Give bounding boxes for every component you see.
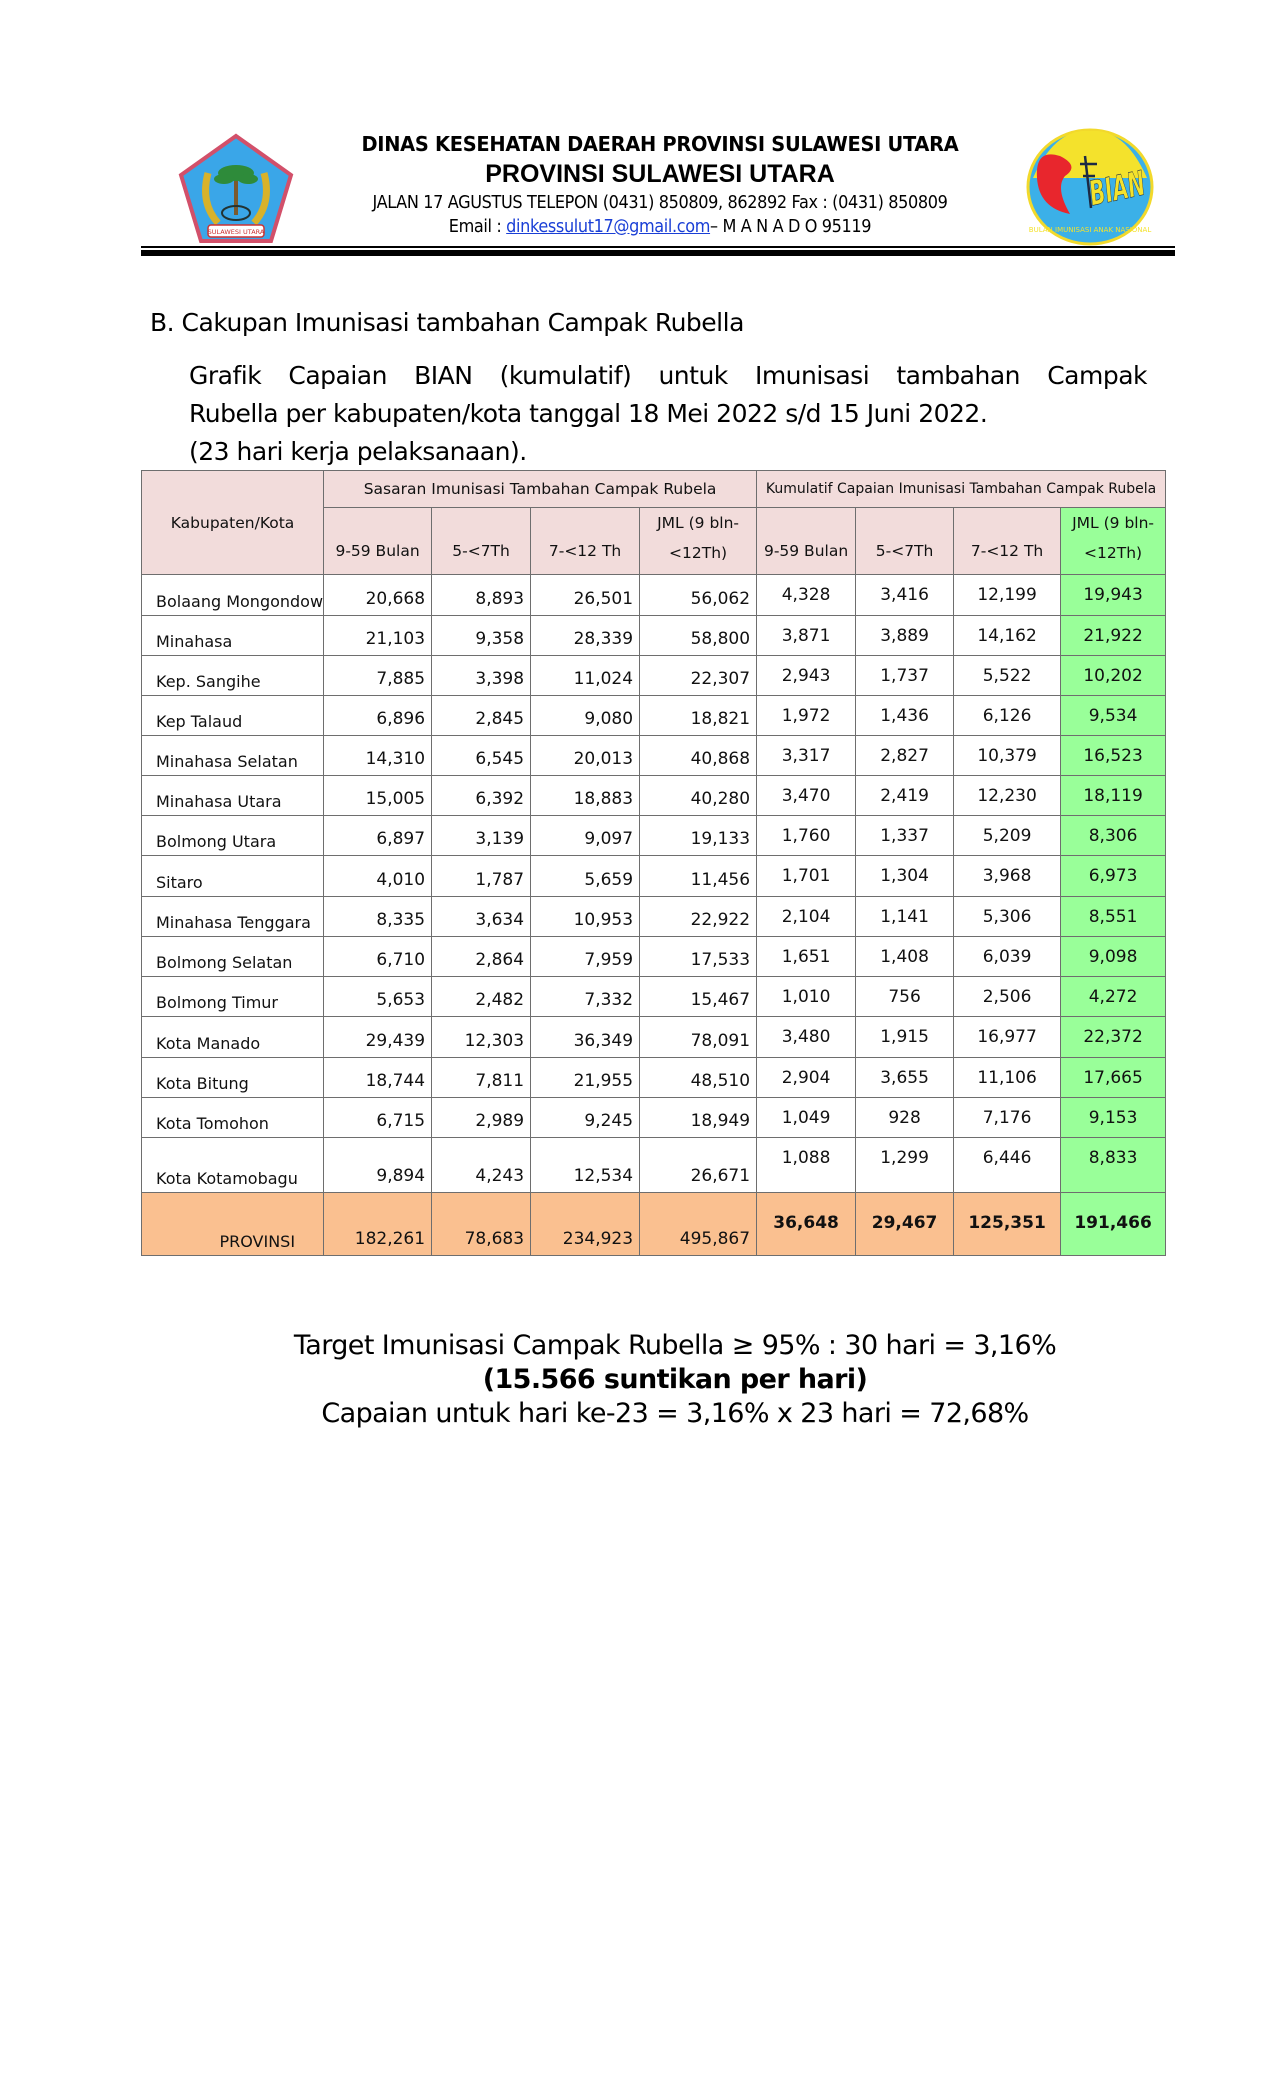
target-cell: 28,339: [531, 616, 640, 656]
achieved-total-cell: 19,943: [1061, 575, 1166, 616]
svg-text:SULAWESI UTARA: SULAWESI UTARA: [207, 228, 265, 236]
target-cell: 12,303: [432, 1017, 531, 1058]
table-row: [142, 1058, 1166, 1098]
target-cell: 56,062: [640, 575, 757, 616]
achieved-cell: 3,968: [954, 856, 1061, 897]
target-cell: 20,668: [324, 575, 432, 616]
table-row: [142, 575, 1166, 616]
immunization-table: [141, 470, 1166, 1256]
target-cell: 18,883: [531, 776, 640, 816]
achieved-cell: 1,915: [856, 1017, 954, 1058]
table-row: [142, 736, 1166, 776]
target-cell: 15,005: [324, 776, 432, 816]
target-cell: 19,133: [640, 816, 757, 856]
target-cell: 6,897: [324, 816, 432, 856]
achieved-cell: 928: [856, 1098, 954, 1138]
achieved-cell: 3,889: [856, 616, 954, 656]
achieved-total-cell: 8,306: [1061, 816, 1166, 856]
achieved-cell: 1,701: [757, 856, 856, 897]
letterhead-rule-thick: [141, 250, 1175, 256]
table-row: [142, 776, 1166, 816]
target-cell: 9,358: [432, 616, 531, 656]
achieved-total-cell: 18,119: [1061, 776, 1166, 816]
subheader-line-1: 5-<7Th: [452, 542, 510, 560]
subheader-line-1: 7-<12 Th: [548, 542, 622, 560]
achieved-cell: 11,106: [954, 1058, 1061, 1098]
table-row: [142, 656, 1166, 696]
table-row: [142, 856, 1166, 897]
target-cell: 10,953: [531, 897, 640, 937]
target-cell: 14,310: [324, 736, 432, 776]
subheader-achieved-3: [1061, 508, 1166, 575]
subheader-line-1: 9-59 Bulan: [335, 542, 420, 560]
achieved-total-cell: 21,922: [1061, 616, 1166, 656]
paragraph-line-3: (23 hari kerja pelaksanaan).: [189, 437, 527, 466]
target-cell: 3,398: [432, 656, 531, 696]
achieved-total-cell: 17,665: [1061, 1058, 1166, 1098]
target-cell: 40,868: [640, 736, 757, 776]
target-cell: 7,811: [432, 1058, 531, 1098]
achieved-total-cell: 8,551: [1061, 897, 1166, 937]
achieved-cell: 3,416: [856, 575, 954, 616]
target-cell: 4,243: [432, 1138, 531, 1193]
target-cell: 9,097: [531, 816, 640, 856]
target-cell: 9,245: [531, 1098, 640, 1138]
achieved-total-cell: 9,534: [1061, 696, 1166, 736]
subheader-line-2: <12Th): [669, 544, 728, 562]
subheader-line-1: JML (9 bln-: [1072, 514, 1155, 532]
table-row: [142, 816, 1166, 856]
achieved-cell: 1,010: [757, 977, 856, 1017]
table-row: [142, 897, 1166, 937]
table-row: [142, 1138, 1166, 1193]
target-cell: 20,013: [531, 736, 640, 776]
target-cell: 2,989: [432, 1098, 531, 1138]
target-cell: 1,787: [432, 856, 531, 897]
table-row: [142, 1017, 1166, 1058]
achieved-cell: 3,317: [757, 736, 856, 776]
achieved-cell: 3,871: [757, 616, 856, 656]
subheader-target-0: [324, 508, 432, 575]
table-row: [142, 696, 1166, 736]
achieved-total-cell: 16,523: [1061, 736, 1166, 776]
target-cell: 15,467: [640, 977, 757, 1017]
target-cell: 26,501: [531, 575, 640, 616]
email-link[interactable]: dinkessulut17@gmail.com: [506, 217, 711, 237]
target-cell: 6,545: [432, 736, 531, 776]
region-name: Minahasa: [142, 616, 324, 656]
region-name: Kep Talaud: [142, 696, 324, 736]
table-row: [142, 616, 1166, 656]
target-cell: 6,710: [324, 937, 432, 977]
achieved-cell: 1,141: [856, 897, 954, 937]
target-cell: 12,534: [531, 1138, 640, 1193]
achieved-cell: 14,162: [954, 616, 1061, 656]
target-cell: 26,671: [640, 1138, 757, 1193]
achieved-cell: 6,039: [954, 937, 1061, 977]
subheader-line-1: JML (9 bln-: [657, 514, 740, 532]
achieved-cell: 1,436: [856, 696, 954, 736]
achieved-total-cell: 9,153: [1061, 1098, 1166, 1138]
target-cell: 234,923: [531, 1193, 640, 1256]
target-cell: 18,821: [640, 696, 757, 736]
achievement-statement: Capaian untuk hari ke-23 = 3,16% x 23 hari = 72,68%: [321, 1398, 1029, 1429]
target-cell: 22,307: [640, 656, 757, 696]
target-cell: 29,439: [324, 1017, 432, 1058]
section-title: B. Cakupan Imunisasi tambahan Campak Rubella: [150, 308, 744, 337]
region-name: Minahasa Utara: [142, 776, 324, 816]
target-cell: 2,845: [432, 696, 531, 736]
achieved-cell: 4,328: [757, 575, 856, 616]
table-row: [142, 977, 1166, 1017]
region-name: Sitaro: [142, 856, 324, 897]
region-name: Kota Manado: [142, 1017, 324, 1058]
target-cell: 22,922: [640, 897, 757, 937]
total-label: PROVINSI: [142, 1193, 324, 1256]
header-region: Kabupaten/Kota: [142, 471, 324, 575]
target-cell: 58,800: [640, 616, 757, 656]
target-cell: 6,392: [432, 776, 531, 816]
header-achieved-group: Kumulatif Capaian Imunisasi Tambahan Campak Rubela: [757, 471, 1166, 508]
achieved-total-cell: 10,202: [1061, 656, 1166, 696]
target-cell: 495,867: [640, 1193, 757, 1256]
target-cell: 5,653: [324, 977, 432, 1017]
subheader-target-3: [640, 508, 757, 575]
target-cell: 2,482: [432, 977, 531, 1017]
target-cell: 36,349: [531, 1017, 640, 1058]
paragraph-line-2: Rubella per kabupaten/kota tanggal 18 Mei 2022 s/d 15 Juni 2022.: [189, 399, 988, 428]
header-target-group: Sasaran Imunisasi Tambahan Campak Rubela: [324, 471, 757, 508]
region-name: Bolaang Mongondow: [142, 575, 324, 616]
letterhead-rule-thin: [141, 246, 1175, 248]
achieved-cell: 12,199: [954, 575, 1061, 616]
region-name: Kota Tomohon: [142, 1098, 324, 1138]
region-name: Minahasa Selatan: [142, 736, 324, 776]
target-cell: 6,896: [324, 696, 432, 736]
achieved-cell: 2,104: [757, 897, 856, 937]
subheader-achieved-0: [757, 508, 856, 575]
target-cell: 21,103: [324, 616, 432, 656]
table-row: [142, 937, 1166, 977]
sulawesi-utara-emblem-logo: [178, 133, 294, 245]
target-cell: 17,533: [640, 937, 757, 977]
subheader-achieved-1: [856, 508, 954, 575]
achieved-total-cell: 22,372: [1061, 1017, 1166, 1058]
total-row: [142, 1193, 1166, 1256]
table-row: [142, 1098, 1166, 1138]
achieved-cell: 5,522: [954, 656, 1061, 696]
target-cell: 4,010: [324, 856, 432, 897]
achieved-cell: 3,470: [757, 776, 856, 816]
achieved-cell: 6,126: [954, 696, 1061, 736]
target-cell: 9,080: [531, 696, 640, 736]
target-cell: 78,683: [432, 1193, 531, 1256]
target-cell: 7,332: [531, 977, 640, 1017]
svg-text:BULAN IMUNISASI ANAK NASIONAL: BULAN IMUNISASI ANAK NASIONAL: [1028, 226, 1152, 234]
achieved-cell: 29,467: [856, 1193, 954, 1256]
achieved-cell: 10,379: [954, 736, 1061, 776]
achieved-total-cell: 9,098: [1061, 937, 1166, 977]
achieved-cell: 5,306: [954, 897, 1061, 937]
achieved-cell: 12,230: [954, 776, 1061, 816]
subheader-line-1: 5-<7Th: [875, 542, 934, 560]
achieved-cell: 1,304: [856, 856, 954, 897]
achieved-cell: 7,176: [954, 1098, 1061, 1138]
achieved-cell: 2,943: [757, 656, 856, 696]
region-name: Bolmong Utara: [142, 816, 324, 856]
target-cell: 6,715: [324, 1098, 432, 1138]
bian-mark-text: BIAN: [1085, 155, 1186, 215]
target-cell: 5,659: [531, 856, 640, 897]
address-line: JALAN 17 AGUSTUS TELEPON (0431) 850809, 862892 Fax : (0431) 850809: [372, 193, 948, 213]
target-cell: 78,091: [640, 1017, 757, 1058]
achieved-total-cell: 191,466: [1061, 1193, 1166, 1256]
contact-line: [329, 217, 991, 237]
achieved-cell: 1,972: [757, 696, 856, 736]
agency-name: DINAS KESEHATAN DAERAH PROVINSI SULAWESI UTARA: [361, 132, 959, 156]
achieved-cell: 1,651: [757, 937, 856, 977]
achieved-cell: 1,049: [757, 1098, 856, 1138]
email-label: Email :: [448, 217, 507, 237]
city-text: – M A N A D O 95119: [710, 217, 872, 237]
achieved-total-cell: 6,973: [1061, 856, 1166, 897]
target-cell: 48,510: [640, 1058, 757, 1098]
achieved-total-cell: 8,833: [1061, 1138, 1166, 1193]
target-cell: 18,744: [324, 1058, 432, 1098]
subheader-target-2: [531, 508, 640, 575]
target-cell: 3,139: [432, 816, 531, 856]
achieved-cell: 1,408: [856, 937, 954, 977]
achieved-cell: 2,827: [856, 736, 954, 776]
region-name: Kota Kotamobagu: [142, 1138, 324, 1193]
subheader-target-1: [432, 508, 531, 575]
achieved-total-cell: 4,272: [1061, 977, 1166, 1017]
target-cell: 18,949: [640, 1098, 757, 1138]
region-name: Bolmong Timur: [142, 977, 324, 1017]
region-name: Kota Bitung: [142, 1058, 324, 1098]
achieved-cell: 2,904: [757, 1058, 856, 1098]
subheader-achieved-2: [954, 508, 1061, 575]
target-cell: 3,634: [432, 897, 531, 937]
region-name: Minahasa Tenggara: [142, 897, 324, 937]
target-cell: 8,335: [324, 897, 432, 937]
target-cell: 21,955: [531, 1058, 640, 1098]
achieved-cell: 6,446: [954, 1138, 1061, 1193]
achieved-cell: 16,977: [954, 1017, 1061, 1058]
region-name: Kep. Sangihe: [142, 656, 324, 696]
subheader-line-2: <12Th): [1084, 544, 1143, 562]
target-cell: 7,885: [324, 656, 432, 696]
header-row-groups: [142, 471, 1166, 508]
target-cell: 2,864: [432, 937, 531, 977]
achieved-cell: 3,480: [757, 1017, 856, 1058]
target-cell: 11,456: [640, 856, 757, 897]
achieved-cell: 5,209: [954, 816, 1061, 856]
target-cell: 8,893: [432, 575, 531, 616]
achieved-cell: 125,351: [954, 1193, 1061, 1256]
subheader-line-1: 9-59 Bulan: [763, 542, 849, 560]
achieved-cell: 1,088: [757, 1138, 856, 1193]
bian-logo: [1025, 128, 1186, 246]
achieved-cell: 1,737: [856, 656, 954, 696]
achieved-cell: 3,655: [856, 1058, 954, 1098]
target-cell: 182,261: [324, 1193, 432, 1256]
daily-injections: (15.566 suntikan per hari): [482, 1364, 868, 1395]
achieved-cell: 1,337: [856, 816, 954, 856]
achieved-cell: 1,299: [856, 1138, 954, 1193]
target-cell: 40,280: [640, 776, 757, 816]
paragraph-line-1: Grafik Capaian BIAN (kumulatif) untuk Imunisasi tambahan Campak: [189, 361, 1147, 390]
province-name: PROVINSI SULAWESI UTARA: [485, 160, 835, 188]
achieved-cell: 1,760: [757, 816, 856, 856]
achieved-cell: 2,419: [856, 776, 954, 816]
achieved-cell: 36,648: [757, 1193, 856, 1256]
achieved-cell: 2,506: [954, 977, 1061, 1017]
subheader-line-1: 7-<12 Th: [970, 542, 1044, 560]
target-cell: 11,024: [531, 656, 640, 696]
target-cell: 9,894: [324, 1138, 432, 1193]
achieved-cell: 756: [856, 977, 954, 1017]
region-name: Bolmong Selatan: [142, 937, 324, 977]
target-cell: 7,959: [531, 937, 640, 977]
target-statement: Target Imunisasi Campak Rubella ≥ 95% : 30 hari = 3,16%: [293, 1330, 1057, 1361]
